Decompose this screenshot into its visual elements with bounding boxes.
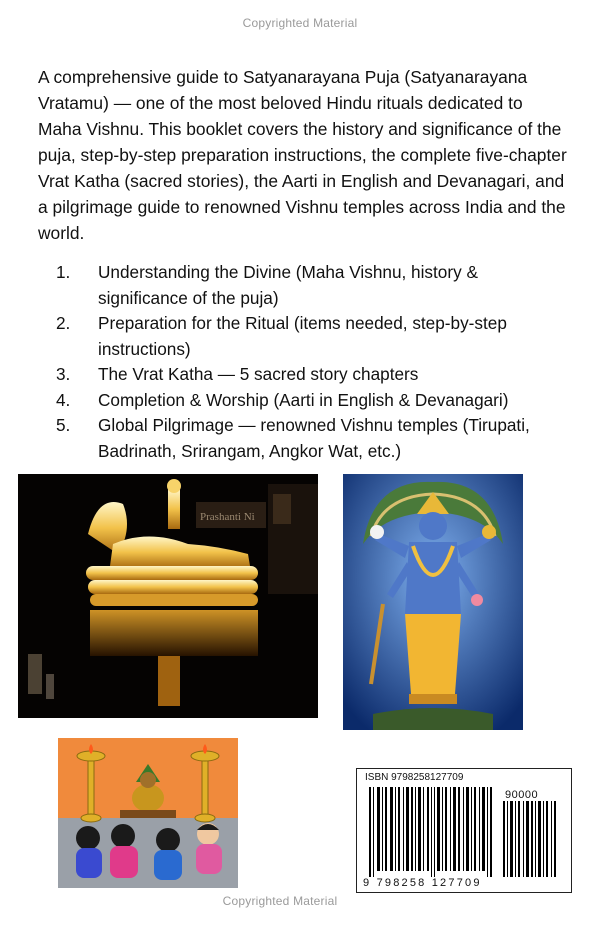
list-item (56, 388, 556, 414)
barcode-bars (369, 787, 569, 879)
list-item (56, 362, 556, 388)
item-number: 2. (56, 313, 71, 333)
item-number: 4. (56, 389, 71, 410)
isbn-digits: 9 798258 127709 (363, 877, 482, 889)
item-text: Understanding the Divine (Maha Vishnu, history & significance of the puja) (98, 262, 478, 308)
item-text: Preparation for the Ritual (items needed, step-by-step instructions) (98, 313, 507, 359)
list-item (56, 260, 556, 311)
copyright-watermark-bottom: Copyrighted Material (222, 894, 338, 908)
temple-sign-text: Prashanti Ni (200, 511, 255, 523)
item-number: 5. (56, 415, 71, 435)
contents-list (56, 260, 556, 464)
list-item (56, 311, 556, 362)
book-description: A comprehensive guide to Satyanarayana Puja (Satyanarayana Vratamu) — one of the most beloved Hindu rituals dedicated to Maha Vishnu. This booklet covers the history and significance of the puja, step-by-step preparation instructions, the complete five-chapter Vrat Katha (sacred stories), the Aarti in English and Devanagari, and a pilgrimage guide to renowned Vishnu temples across India and the world. (38, 67, 567, 243)
item-number: 3. (56, 364, 71, 384)
item-text: Completion & Worship (Aarti in English & Devanagari) (98, 389, 509, 410)
vishnu-painting (343, 474, 523, 730)
item-text: Global Pilgrimage — renowned Vishnu temples (Tirupati, Badrinath, Srirangam, Angkor Wat, etc.) (98, 415, 530, 461)
list-item (56, 413, 556, 464)
puja-cartoon-illustration (58, 738, 238, 888)
isbn-barcode (356, 768, 572, 893)
isbn-label: ISBN 9798258127709 (365, 772, 464, 783)
item-number: 1. (56, 262, 71, 282)
golden-vishnu-temple-photo (18, 474, 318, 718)
item-text: The Vrat Katha — 5 sacred story chapters (98, 364, 419, 384)
price-code: 90000 (505, 789, 539, 801)
copyright-watermark-top: Copyrighted Material (242, 16, 358, 30)
